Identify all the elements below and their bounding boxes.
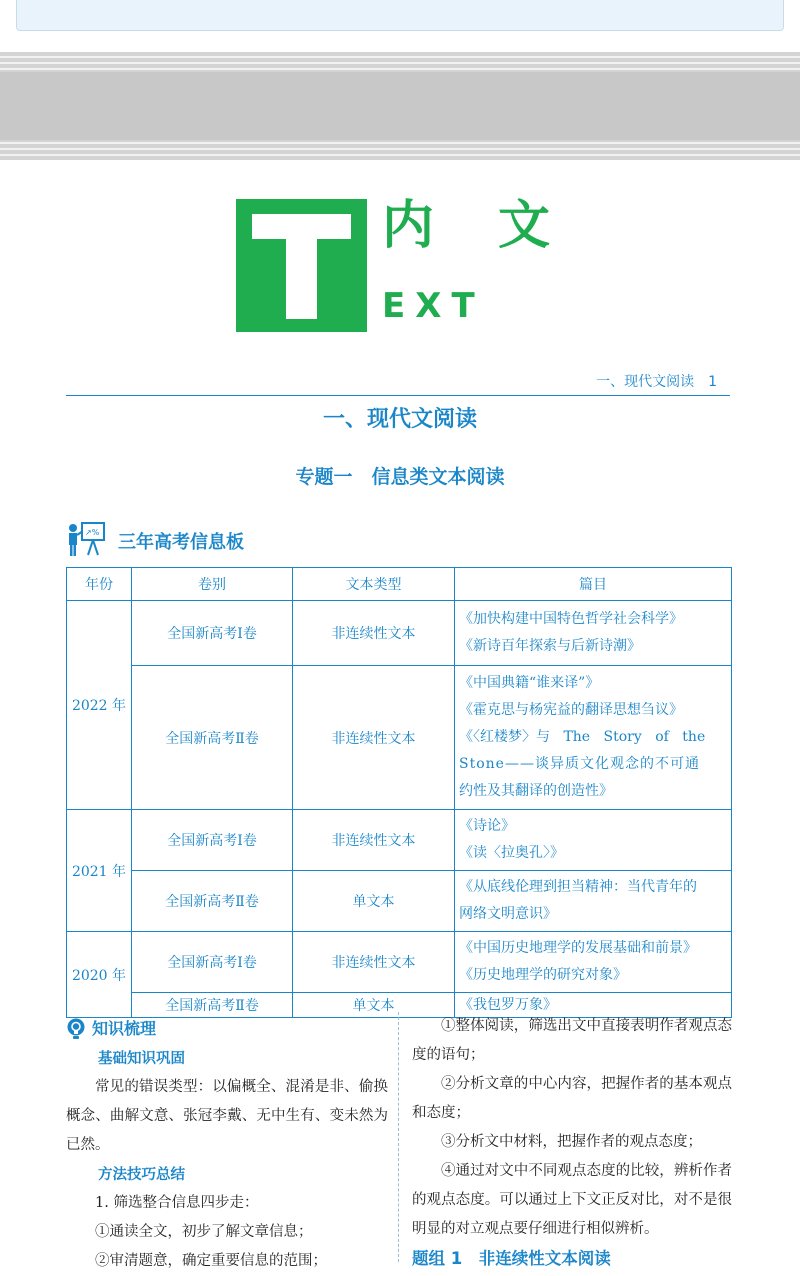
method-heading: 方法技巧总结 [98, 1166, 185, 1183]
big-t-logo [236, 199, 367, 332]
table-row [67, 601, 732, 666]
paper-cell: 全国新高考Ⅰ卷 [132, 810, 293, 871]
type-cell: 非连续性文本 [293, 601, 455, 666]
info-board-table [66, 567, 732, 1018]
table-row [67, 666, 732, 810]
year-cell: 2021 年 [67, 810, 132, 932]
work-title: 《中国历史地理学的发展基础和前景》 [459, 940, 697, 956]
works-cell [455, 932, 732, 993]
work-title: 《新诗百年探索与后新诗潮》 [459, 638, 641, 654]
work-title: 约性及其翻译的创造性》 [459, 783, 613, 799]
year-cell: 2020 年 [67, 932, 132, 1018]
type-cell: 单文本 [293, 871, 455, 932]
paper-cell: 全国新高考Ⅱ卷 [132, 871, 293, 932]
paper-cell: 全国新高考Ⅰ卷 [132, 601, 293, 666]
point-item: ④通过对文中不同观点态度的比较，辨析作者的观点态度。可以通过上下文正反对比，对不是很明显的对立观点要仔细进行相似辨析。 [412, 1163, 732, 1237]
point-item: ①整体阅读，筛选出文中直接表明作者观点态度的语句； [412, 1018, 732, 1063]
header-rule [66, 395, 730, 396]
step-item: ②审清题意，确定重要信息的范围； [95, 1253, 327, 1269]
lightbulb-icon [66, 1018, 86, 1040]
running-head: 一、现代文阅读 1 [596, 374, 717, 390]
work-title: 《〈红楼梦〉与 The Story of the [459, 729, 706, 745]
works-cell [455, 810, 732, 871]
header-year: 年份 [67, 568, 132, 601]
step-item: ①通读全文，初步了解文章信息； [95, 1224, 313, 1240]
works-cell [455, 601, 732, 666]
svg-text:↗%: ↗% [85, 528, 100, 537]
banner-title-en: EXT [382, 286, 485, 326]
work-title: 《加快构建中国特色哲学社会科学》 [459, 611, 683, 627]
teacher-board-icon [66, 521, 110, 557]
work-title: Stone——谈异质文化观念的不可通 [459, 756, 700, 772]
basic-knowledge-heading: 基础知识巩固 [98, 1050, 185, 1067]
left-column [66, 1014, 388, 1276]
question-group-heading: 题组 1 非连续性文本阅读 [412, 1249, 611, 1268]
work-title: 《霍克思与杨宪益的翻译思想刍议》 [459, 702, 683, 718]
header-paper: 卷别 [132, 568, 293, 601]
column-divider [398, 1012, 399, 1262]
works-cell [455, 666, 732, 810]
work-title: 《我包罗万象》 [459, 996, 557, 1013]
paper-cell: 全国新高考Ⅱ卷 [132, 666, 293, 810]
banner-title-cn: 内文 [382, 196, 615, 256]
header-type: 文本类型 [293, 568, 455, 601]
type-cell: 非连续性文本 [293, 666, 455, 810]
type-cell: 单文本 [293, 993, 455, 1018]
section-title: 一、现代文阅读 [322, 406, 477, 432]
work-title: 《中国典籍“谁来译”》 [459, 675, 600, 691]
works-cell [455, 871, 732, 932]
work-title: 《诗论》 [459, 818, 515, 834]
work-title: 网络文明意识》 [459, 906, 557, 922]
topic-title: 专题一 信息类文本阅读 [295, 466, 505, 488]
table-row [67, 871, 732, 932]
top-card [16, 0, 784, 31]
type-cell: 非连续性文本 [293, 810, 455, 871]
type-cell: 非连续性文本 [293, 932, 455, 993]
table-header-row [67, 568, 732, 601]
point-item: ②分析文章的中心内容，把握作者的基本观点和态度； [412, 1076, 732, 1121]
right-column [412, 1012, 732, 1273]
info-board-title: 三年高考信息板 [118, 532, 244, 553]
paper-cell: 全国新高考Ⅰ卷 [132, 932, 293, 993]
year-cell: 2022 年 [67, 601, 132, 810]
work-title: 《历史地理学的研究对象》 [459, 967, 627, 983]
decorative-stripe-band [0, 52, 800, 160]
work-title: 《读〈拉奥孔〉》 [459, 845, 564, 861]
steps-intro: 1. 筛选整合信息四步走： [95, 1195, 259, 1211]
basic-knowledge-text: 常见的错误类型：以偏概全、混淆是非、偷换概念、曲解文意、张冠李戴、无中生有、变未然为已然。 [66, 1079, 388, 1153]
knowledge-heading [66, 1014, 388, 1044]
paper-cell: 全国新高考Ⅱ卷 [132, 993, 293, 1018]
point-item: ③分析文中材料，把握作者的观点态度； [441, 1134, 702, 1150]
work-title: 《从底线伦理到担当精神：当代青年的 [459, 879, 697, 895]
header-works: 篇目 [455, 568, 732, 601]
table-row [67, 932, 732, 993]
knowledge-title: 知识梳理 [92, 1019, 157, 1038]
table-row [67, 810, 732, 871]
